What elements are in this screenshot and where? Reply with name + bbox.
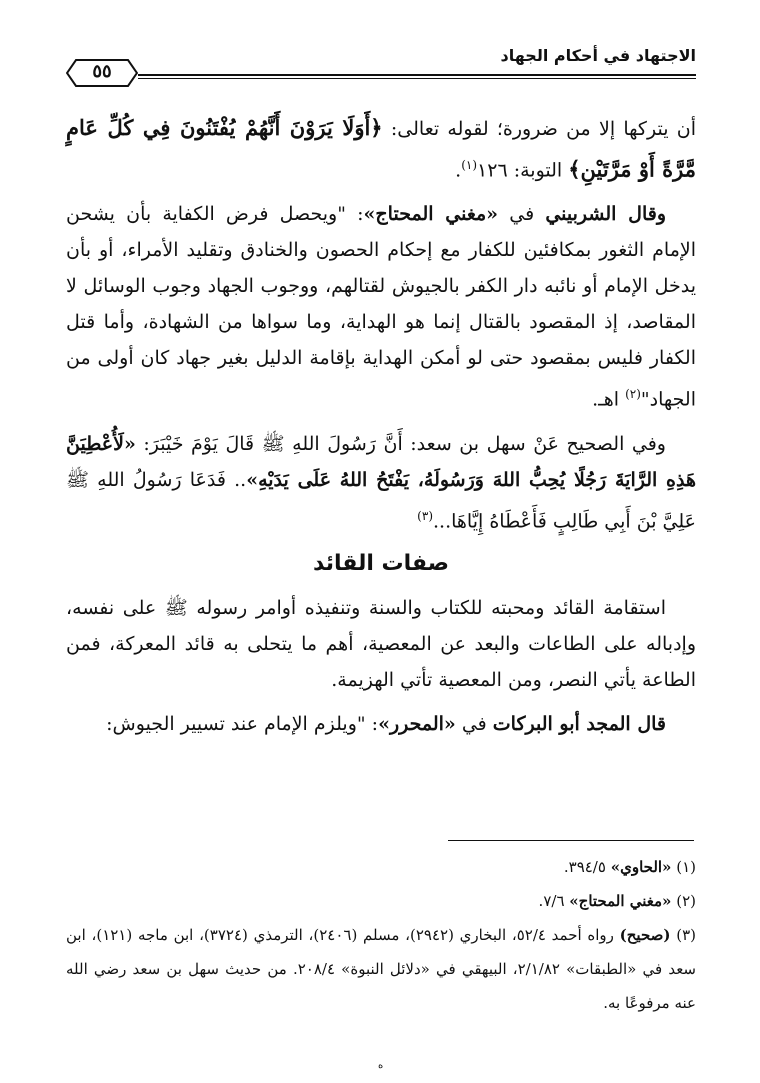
footnote-text: رواه أحمد ٥٢/٤، البخاري (٢٩٤٢)، مسلم (٢٤٠٦)، الترمذي (٣٧٢٤)، ابن ماجه (١٢١)، ابن سعد في «الطبقات» ٢/١/٨٢، البيهقي في «دلائل النبوة» ٢٠٨/٤. من حديث سهل بن سعد رضي الله عنه مرفوعًا به.: [66, 926, 696, 1012]
author-name-2: قال المجد أبو البركات: [492, 712, 666, 735]
footnote-source: (صحيح): [619, 926, 671, 944]
footnote-ref-2: (٢): [625, 387, 641, 402]
paragraph-4: استقامة القائد ومحبته للكتاب والسنة وتنفيذه أوامر رسوله ﷺ على نفسه، وإدباله على الطاعات والبعد عن المعصية، أهم ما يتحلى به قائد المعركة، فمن الطاعة يأتي النصر، ومن المعصية تأتي الهزيمة.: [66, 596, 696, 691]
book-title: «مغني المحتاج»: [363, 203, 499, 226]
footnote-1: [66, 850, 696, 884]
footnote-number: (١): [676, 858, 696, 876]
footnote-separator: [448, 840, 694, 841]
book-title-2: «المحرر»: [378, 712, 456, 735]
paragraph-2: [66, 196, 696, 417]
p2-quote: : "ويحصل فرض الكفاية بأن يشحن الإمام الثغور بمكافئين للكفار مع إحكام الحصون والخنادق وتقليد الأمراء، أو بأن يدخل الإمام أو نائبه دار الكفر بالجيوش لقتالهم، ووجوب الجهاد وجوب الوسائل لا المقاصد، إذ المقصود بالقتال إنما هو الهداية، وما سواها من الشهادة، وأما قتل الكفار فليس بمقصود حتى لو أمكن الهداية بإقامة الدليل بغير جهاد كان أولى من الجهاد": [66, 203, 696, 411]
p2-end: اهـ.: [592, 388, 626, 411]
main-text: [66, 110, 696, 742]
quran-verse: ﴿أَوَلَا يَرَوْنَ أَنَّهُمْ يُفْتَنُونَ فِي كُلِّ عَامٍ مَّرَّةً أَوْ مَرَّتَيْنِ﴾: [66, 115, 696, 182]
p5-in: في: [455, 712, 493, 735]
author-name: وقال الشربيني: [545, 203, 667, 226]
footnote-2: [66, 884, 696, 918]
paragraph-5: [66, 706, 696, 742]
header-rule-thin: [136, 78, 696, 79]
footnote-number: (٣): [676, 926, 696, 944]
p1-text: أن يتركها إلا من ضرورة؛ لقوله تعالى:: [382, 118, 696, 140]
p3-intro: وفي الصحيح عَنْ سهل بن سعد: أَنَّ رَسُولَ اللهِ ﷺ قَالَ يَوْمَ خَيْبَرَ:: [135, 432, 666, 455]
p5-quote: : "ويلزم الإمام عند تسيير الجيوش:: [106, 712, 379, 735]
paragraph-1: أن يتركها إلا من ضرورة؛ لقوله تعالى: ﴿أَوَلَا يَرَوْنَ أَنَّهُمْ يُفْتَنُونَ فِي كُلِّ عَامٍ مَّرَّةً أَوْ مَرَّتَيْنِ﴾ التوبة: ١٢٦$^{(١)}$.: [66, 115, 696, 182]
footnote-source: «مغني المحتاج»: [569, 892, 672, 910]
section-title: صفات القائد: [313, 550, 449, 576]
p2-in: في: [498, 203, 546, 226]
footnote-number: (٢): [676, 892, 696, 910]
paragraph-3: [66, 426, 696, 539]
page-number-badge: [66, 58, 138, 88]
running-title: الاجتهاد في أحكام الجهاد: [500, 46, 696, 65]
footnote-source: «الحاوي»: [610, 858, 672, 876]
signature-mark: ه: [378, 1060, 384, 1071]
footnote-text: ٧/٦.: [538, 892, 570, 910]
footnote-ref-3: (٣): [417, 508, 433, 523]
footnote-text: ٣٩٤/٥.: [563, 858, 611, 876]
verse-reference: التوبة: ١٢٦: [477, 159, 563, 182]
p3-rest: .. فَدَعَا رَسُولُ اللهِ ﷺ عَلِيَّ بْنَ أَبِي طَالِبٍ فَأَعْطَاهُ إِيَّاهَا...: [66, 468, 696, 532]
footnote-ref-1: (١): [461, 158, 478, 172]
footnote-3: [66, 918, 696, 1020]
page-header: [66, 38, 696, 92]
hadith-text: «لَأُعْطِيَنَّ هَذِهِ الرَّايَةَ رَجُلًا يُحِبُّ اللهَ وَرَسُولَهُ، يَفْتَحُ اللهُ عَلَى يَدَيْهِ»: [66, 432, 696, 491]
page-number: ٥٥: [92, 61, 112, 82]
footnotes: [66, 850, 696, 1020]
header-rule: [136, 74, 696, 76]
